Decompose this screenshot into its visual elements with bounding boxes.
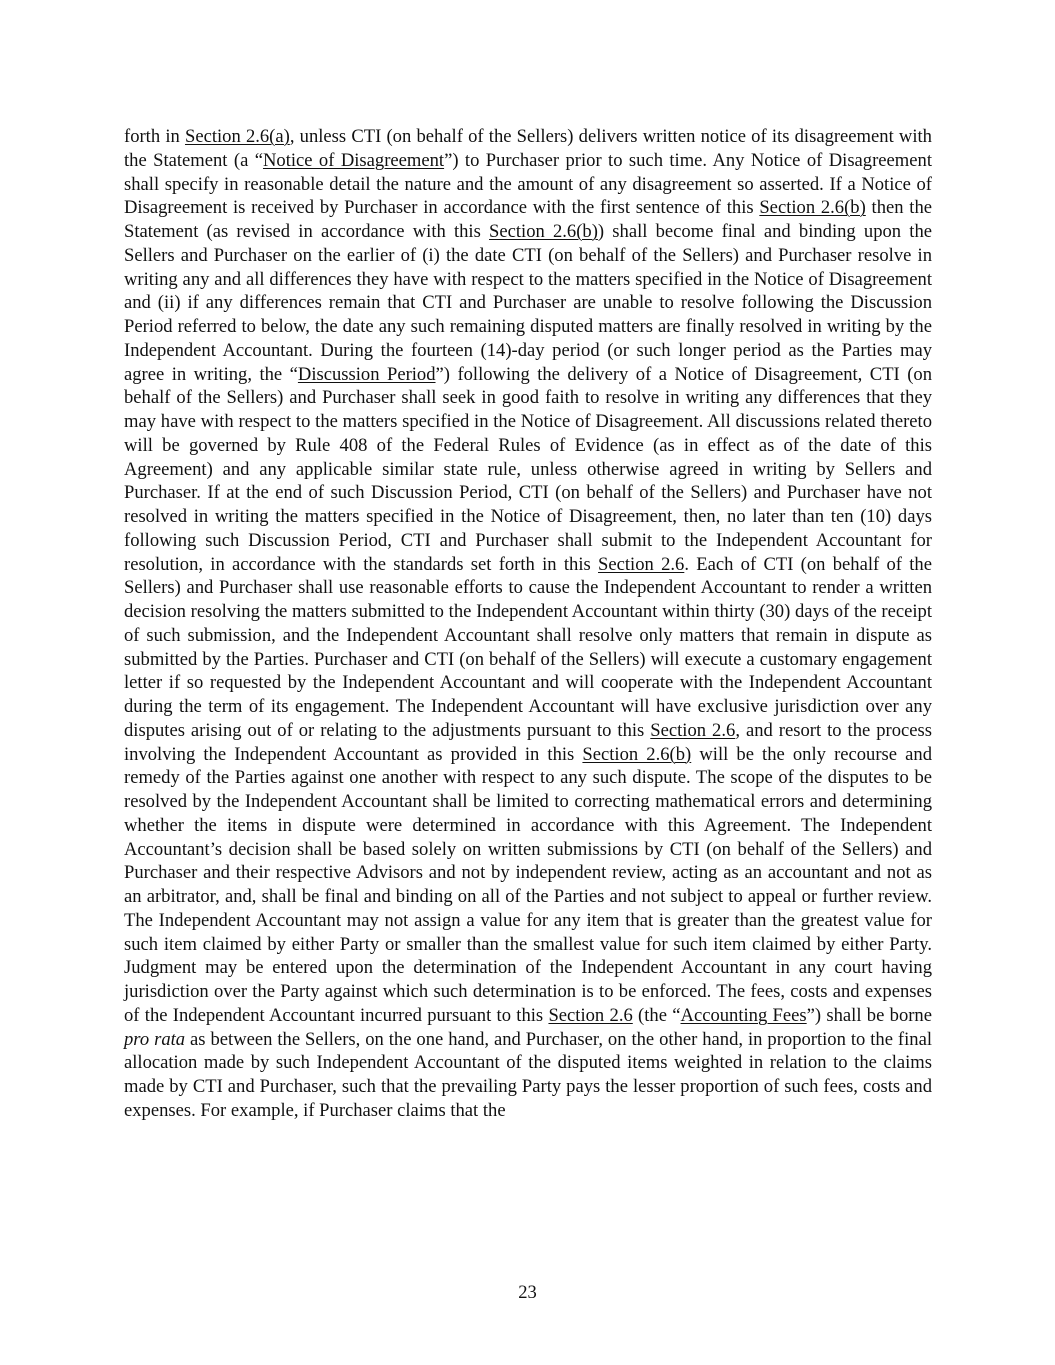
- section-reference: Section 2.6: [548, 1004, 633, 1026]
- text-run: forth in: [124, 126, 185, 147]
- text-run: will be the only recourse and remedy of the Parties against one another with respect to any such dispute. The scope of the disputes to be resolved by the Independent Accountant shall be limited to correcting mathematical errors and determining whether the items in dispute were determined in accordance with this Agreement. The Independent Accountant’s decision shall be based solely on written submissions by CTI (on behalf of the Sellers) and Purchaser and their respective Advisors and not by independent review, acting as an accountant and not as an arbitrator, and, shall be final and binding on all of the Parties and not subject to appeal or further review. The Independent Accountant may not assign a value for any item that is greater than the greatest value for such item claimed by either Party or smaller than the smallest value for such item claimed by either Party. Judgment may be entered upon the determination of the Independent Accountant in any court having jurisdiction over the Party against which such determination is to be enforced. The fees, costs and expenses of the Independent Accountant incurred pursuant to this: [124, 743, 932, 1026]
- text-run: , and resort to the process involving the Independent Accountant as provided in this: [124, 719, 933, 765]
- section-reference: Section 2.6: [650, 719, 736, 741]
- text-run: as between the Sellers, on the one hand, and Purchaser, on the other hand, in proportion to the final allocation made by such Independent Accountant of the disputed items weighted in relation to the claims made by CTI and Purchaser, such that the prevailing Party pays the lesser proportion of such fees, costs and expenses. For example, if Purchaser claims that the: [124, 1028, 932, 1121]
- section-reference: Section 2.6(b): [489, 221, 598, 242]
- section-reference: Accounting Fees: [680, 1004, 807, 1026]
- text-run: (the “: [632, 1004, 681, 1026]
- section-reference: Section 2.6(b): [759, 197, 866, 219]
- section-reference: Section 2.6: [598, 553, 685, 575]
- text-run: . Each of CTI (on behalf of the Sellers) and Purchaser shall use reasonable efforts to cause the Independent Accountant to render a written decision resolving the matters submitted to the Independent Accountant within thirty (30) days of the receipt of such submission, and the Independent Accountant shall resolve only matters that remain in dispute as submitted by the Parties. Purchaser and CTI (on behalf of the Sellers) will execute a customary engagement letter if so requested by the Independent Accountant and will cooperate with the Independent Accountant during the term of its engagement. The Independent Accountant will have exclusive jurisdiction over any disputes arising out of or relating to the adjustments pursuant to this: [124, 553, 932, 741]
- section-reference: Notice of Disagreement: [262, 149, 445, 171]
- text-run: ) shall become final and binding upon the Sellers and Purchaser on the earlier of (i) the date CTI (on behalf of the Sellers) and Purchaser resolve in writing any and all differences they have with respect to the matters specified in the Notice of Disagreement and (ii) if any differences remain that CTI and Purchaser are unable to resolve following the Discussion Period referred to below, the date any such remaining disputed matters are finally resolved in writing by the Independent Accountant. During the fourteen (14)-day period (or such longer period as the Parties may agree in writing, the “: [124, 221, 932, 385]
- section-reference: Section 2.6(a): [184, 126, 290, 147]
- text-run: then the Statement (as revised in accordance with this: [124, 197, 933, 242]
- text-run: , unless CTI (on behalf of the Sellers) delivers written notice of its disagreement with the Statement (a “: [124, 126, 932, 171]
- section-reference: Discussion Period: [297, 363, 436, 385]
- section-reference: Section 2.6(b): [582, 743, 692, 765]
- text-run: ”) to Purchaser prior to such time. Any Notice of Disagreement shall specify in reasonable detail the nature and the amount of any disagreement so asserted. If a Notice of Disagreement is received by Purchaser in accordance with the first sentence of this: [124, 149, 932, 219]
- italic-term: pro rata: [124, 1028, 186, 1050]
- page-number: 23: [518, 1282, 537, 1303]
- text-run: ”) shall be borne: [806, 1004, 932, 1026]
- body-paragraph: [124, 125, 932, 1123]
- text-run: ”) following the delivery of a Notice of Disagreement, CTI (on behalf of the Sellers) and Purchaser shall seek in good faith to resolve in writing any differences that they may have with respect to the matters specified in the Notice of Disagreement. All discussions related thereto will be governed by Rule 408 of the Federal Rules of Evidence (as in effect as of the date of this Agreement) and any applicable similar state rule, unless otherwise agreed in writing by Sellers and Purchaser. If at the end of such Discussion Period, CTI (on behalf of the Sellers) and Purchaser have not resolved in writing the matters specified in the Notice of Disagreement, then, no later than ten (10) days following such Discussion Period, CTI and Purchaser shall submit to the Independent Accountant for resolution, in accordance with the standards set forth in this: [124, 363, 932, 575]
